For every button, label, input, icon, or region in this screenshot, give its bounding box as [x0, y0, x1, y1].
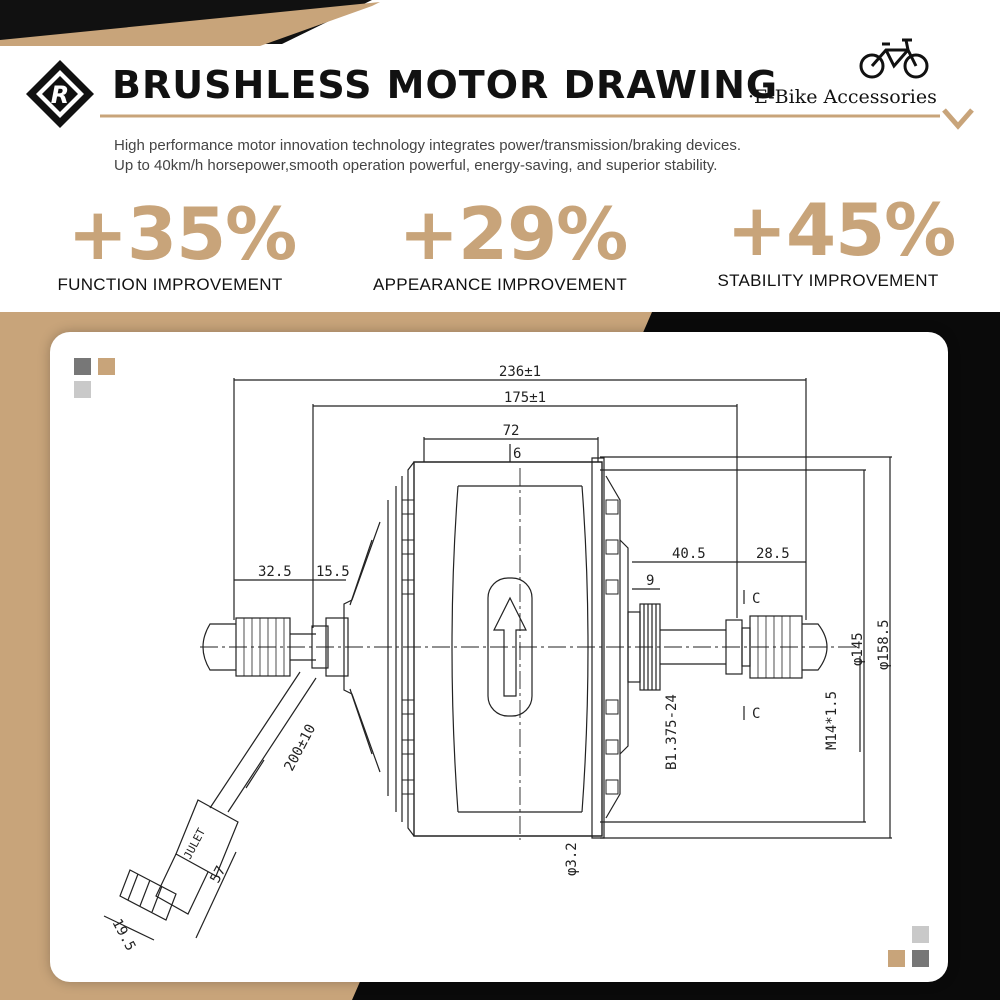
dim-axle-thread: M14*1.5 [824, 690, 840, 750]
dim-cable-length: 200±10 [281, 721, 320, 774]
dim-right-offset: 40.5 [672, 546, 706, 562]
svg-text:R: R [50, 81, 70, 109]
dim-right-axle: 28.5 [756, 546, 790, 562]
dim-hole-diameter: φ3.2 [564, 842, 580, 876]
dim-dropout-width: 175±1 [503, 390, 547, 406]
stat-label-stability: STABILITY IMPROVEMENT [717, 271, 939, 290]
dim-connector-length: 57 [207, 863, 230, 886]
dim-flange-diameter: φ145 [850, 632, 866, 666]
stat-value-appearance: +29% [398, 192, 628, 276]
stat-value-function: +35% [67, 192, 297, 276]
dim-thread-spec: B1.375-24 [664, 694, 680, 770]
dim-connector-width: 19.5 [108, 916, 139, 954]
accessories-label: ·E-Bike Accessories [748, 86, 937, 108]
stat-label-function: FUNCTION IMPROVEMENT [57, 275, 283, 294]
description-line-2: Up to 40km/h horsepower,smooth operation powerful, energy-saving, and superior stability. [114, 157, 718, 174]
dim-left-axle: 32.5 [258, 564, 292, 580]
dim-overall-width: 236±1 [498, 364, 542, 380]
dim-flange-offset: 6 [513, 446, 522, 462]
stat-label-appearance: APPEARANCE IMPROVEMENT [372, 275, 628, 294]
dim-thread-width: 9 [646, 573, 655, 589]
dim-shell-width: 72 [502, 423, 520, 439]
page-title: BRUSHLESS MOTOR DRAWING [112, 63, 779, 107]
dim-section-c-bottom: C [752, 706, 761, 722]
dim-left-offset: 15.5 [316, 564, 350, 580]
stat-value-stability: +45% [726, 188, 956, 272]
description-line-1: High performance motor innovation technology integrates power/transmission/braking devices. [114, 137, 741, 154]
dim-section-c-top: C [752, 591, 761, 607]
connector-brand: JULET [181, 826, 209, 862]
dim-outer-diameter: φ158.5 [876, 619, 892, 670]
